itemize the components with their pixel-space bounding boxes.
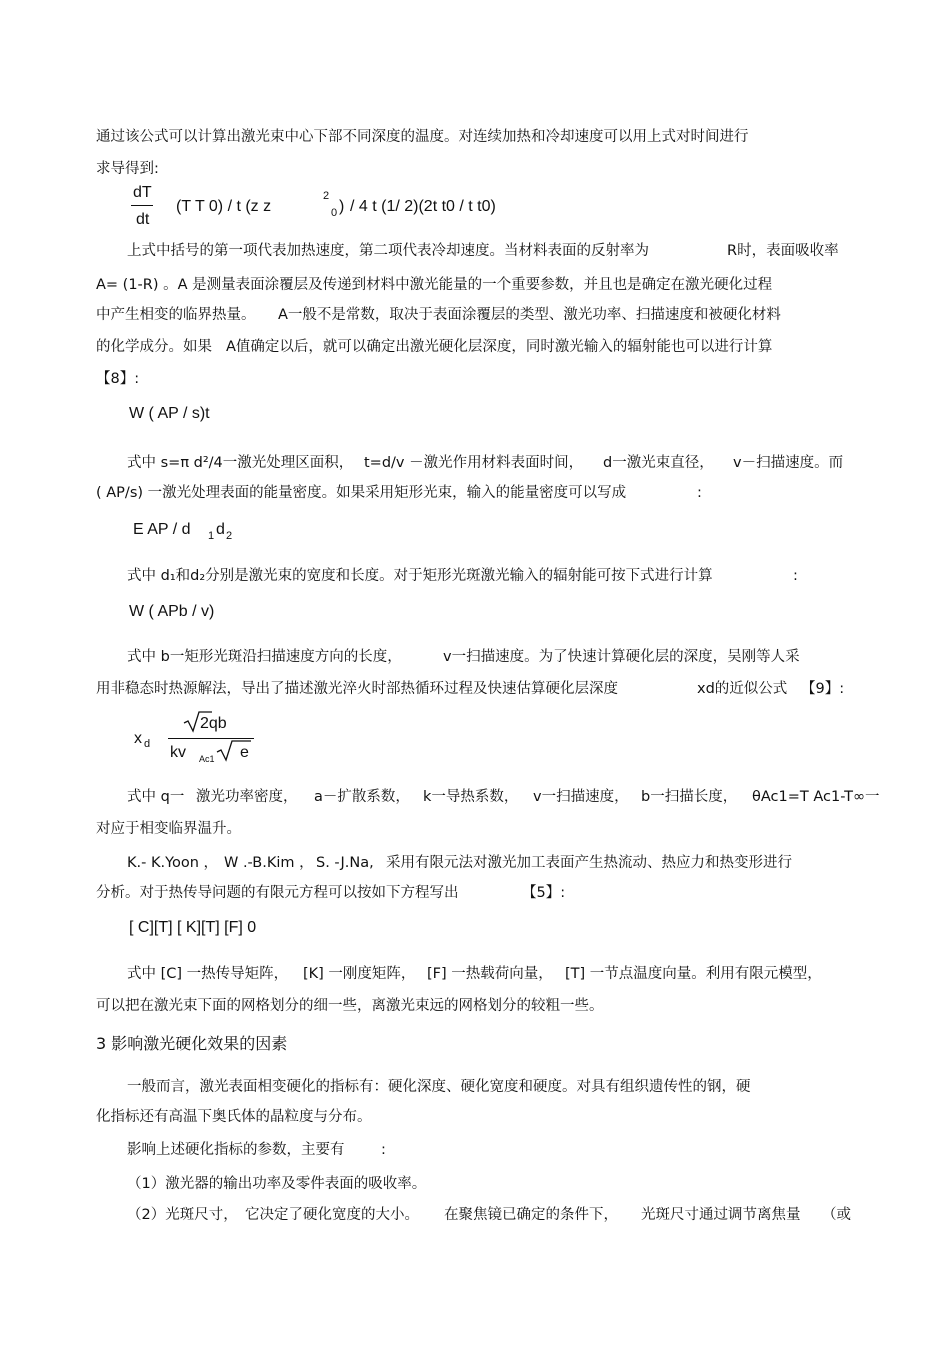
text-line: （或: [822, 1207, 851, 1223]
text-line: 在聚焦镜已确定的条件下，: [444, 1207, 618, 1223]
eq5-sub-d: d: [144, 738, 151, 750]
text-line: 通过该公式可以计算出激光束中心下部不同深度的温度。对连续加热和冷却速度可以用上式对时间进行: [96, 129, 749, 145]
text-line: xd的近似公式: [697, 681, 788, 697]
text-line: d一激光束直径，: [603, 455, 714, 471]
eq3-sub2: 2: [226, 530, 233, 542]
list-item: （2）光斑尺寸，: [127, 1207, 238, 1223]
text-line: 可以把在激光束下面的网格划分的细一些，离激光束远的网格划分的较粗一些。: [96, 998, 604, 1014]
eq5-x: x: [134, 730, 142, 747]
eq5-e: e: [240, 744, 249, 761]
text-line: 的化学成分。如果: [96, 339, 212, 355]
text-line: 光斑尺寸通过调节离焦量: [641, 1207, 801, 1223]
text-line: 【8】:: [96, 371, 140, 387]
eq1-sub: 0: [331, 207, 338, 219]
text-line: 用非稳态时热源解法，导出了描述激光淬火时部热循环过程及快速估算硬化层深度: [96, 681, 618, 697]
eq3: E AP / d: [133, 521, 191, 538]
eq3-d: d: [216, 521, 225, 538]
text-line: k一导热系数，: [423, 789, 519, 805]
section-heading: 3 影响激光硬化效果的因素: [96, 1034, 288, 1053]
text-line: 【9】:: [801, 681, 845, 697]
text-line: [K] 一刚度矩阵，: [303, 966, 416, 982]
eq5-numerator: 2qb: [200, 715, 227, 732]
text-line: A值确定以后，就可以确定出激光硬化层深度，同时激光输入的辐射能也可以进行计算: [226, 339, 773, 355]
text-line: v一扫描速度，: [533, 789, 629, 805]
text-line: 一般而言，激光表面相变硬化的指标有：硬化深度、硬化宽度和硬度。对具有组织遗传性的钢，硬: [127, 1079, 751, 1095]
text-line: 式中 s=π d²/4一激光处理区面积，: [127, 455, 354, 471]
text-line: [F] 一热载荷向量，: [427, 966, 553, 982]
text-line: 【5】:: [522, 885, 566, 901]
text-line: θAc1=T Ac1-T∞一: [752, 789, 880, 805]
eq1-denominator: dt: [136, 211, 150, 228]
text-line: v一扫描速度。为了快速计算硬化层的深度，吴刚等人采: [443, 649, 800, 665]
text-line: 中产生相变的临界热量。: [96, 307, 256, 323]
text-line: 求导得到:: [96, 161, 159, 177]
text-line: A= (1-R) 。A 是测量表面涂覆层及传递到材料中激光能量的一个重要参数，并且也是确定在激光硬化过程: [96, 277, 773, 293]
text-line: :: [697, 485, 702, 501]
eq6: [ C][T] [ K][T] [F] 0: [129, 919, 257, 936]
text-line: A一般不是常数，取决于表面涂覆层的类型、激光功率、扫描速度和被硬化材料: [278, 307, 781, 323]
text-line: :: [381, 1142, 386, 1158]
text-line: a－扩散系数，: [314, 789, 410, 805]
text-line: R时，表面吸收率: [727, 243, 839, 259]
text-line: 对应于相变临界温升。: [96, 821, 241, 837]
eq4: W ( APb / v): [129, 603, 215, 620]
eq1-sup: 2: [323, 190, 330, 202]
text-line: 激光功率密度，: [196, 789, 298, 805]
eq1-numerator: dT: [133, 184, 152, 201]
eq1-fraction-bar: [131, 205, 153, 206]
text-line: 式中 d₁和d₂分别是激光束的宽度和长度。对于矩形光斑激光输入的辐射能可按下式进行计算: [127, 568, 713, 584]
text-line: b一扫描长度，: [641, 789, 738, 805]
eq5-sub-ac1: Ac1: [199, 754, 215, 764]
text-line: :: [793, 568, 798, 584]
text-line: 影响上述硬化指标的参数，主要有: [127, 1142, 345, 1158]
eq1-body: (T T 0) / t (z z: [176, 198, 272, 215]
eq1-rest: / 4 t (1/ 2)(2t t0 / t t0): [350, 198, 496, 215]
eq1-close: ): [339, 198, 345, 215]
text-line: ( AP/s) 一激光处理表面的能量密度。如果采用矩形光束，输入的能量密度可以写成: [96, 485, 627, 501]
text-line: 式中 q一: [127, 789, 185, 805]
text-line: S. -J.Na,: [316, 855, 374, 871]
text-line: K.- K.Yoon ，: [127, 855, 219, 871]
text-line: 式中 [C] 一热传导矩阵，: [127, 966, 289, 982]
text-line: [T] 一节点温度向量。利用有限元模型，: [565, 966, 822, 982]
text-line: v－扫描速度。而: [733, 455, 844, 471]
text-line: t=d/v －激光作用材料表面时间，: [364, 455, 584, 471]
text-line: 上式中括号的第一项代表加热速度，第二项代表冷却速度。当材料表面的反射率为: [127, 243, 649, 259]
text-line: 它决定了硬化宽度的大小。: [245, 1207, 419, 1223]
text-line: 采用有限元法对激光加工表面产生热流动、热应力和热变形进行: [386, 855, 792, 871]
eq5-denominator: kv: [170, 744, 186, 761]
list-item: （1）激光器的输出功率及零件表面的吸收率。: [127, 1176, 427, 1192]
eq2: W ( AP / s)t: [129, 405, 210, 422]
eq3-sub1: 1: [208, 530, 215, 542]
text-line: 分析。对于热传导问题的有限元方程可以按如下方程写出: [96, 885, 459, 901]
text-line: 式中 b一矩形光斑沿扫描速度方向的长度，: [127, 649, 402, 665]
text-line: W .-B.Kim ，: [224, 855, 314, 871]
text-line: 化指标还有高温下奥氏体的晶粒度与分布。: [96, 1109, 372, 1125]
